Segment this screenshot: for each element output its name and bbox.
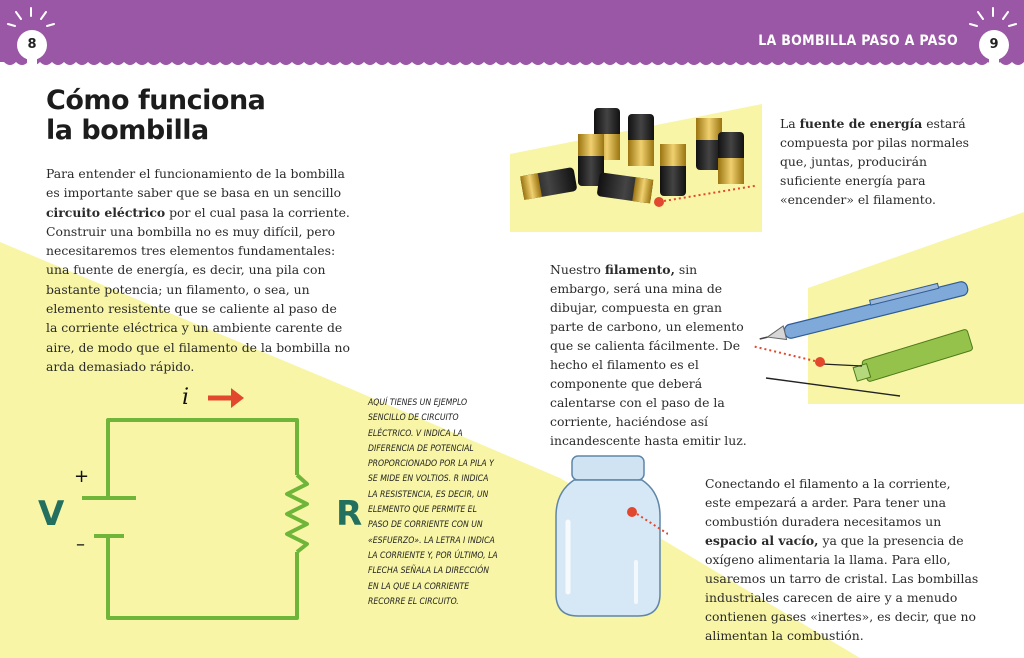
pencil-and-lead-illustration <box>752 270 992 400</box>
resistance-label: R <box>336 494 363 534</box>
intro-paragraph <box>46 164 351 376</box>
filament-text-1: Nuestro <box>550 262 605 277</box>
page-number-right: 9 <box>979 30 1009 60</box>
vacuum-text-1: Conectando el filamento a la corriente, este empezará a arder. Para tener una combustión duradera necesitamos un <box>705 476 951 529</box>
glass-jar-illustration <box>548 452 668 622</box>
page-number-left: 8 <box>17 30 47 60</box>
circuit-caption: AQUÍ TIENES UN EJEMPLO SENCILLO DE CIRCUITO ELÉCTRICO. V INDICA LA DIFERENCIA DE POTENCIAL PROPORCIONADO POR LA PILA Y SE MIDE EN VOLTIOS. R INDICA LA RESISTENCIA, ES DECIR, UN ELEMENTO QUE PERMITE EL PASO DE CORRIENTE CON UN «ESFUERZO». LA LETRA I INDICA LA CORRIENTE Y, POR ÚLTIMO, LA FLECHA SEÑALA LA DIRECCIÓN EN LA QUE LA CORRIENTE RECORRE EL CIRCUITO. <box>368 398 498 607</box>
bulb-base-icon-left <box>25 56 39 70</box>
current-label: i <box>182 385 190 410</box>
current-arrow-icon <box>208 388 244 408</box>
bulb-base-icon-right <box>987 56 1001 70</box>
energy-source-paragraph <box>780 114 980 209</box>
intro-text-2: por el cual pasa la corriente. Construir una bombilla no es muy difícil, pero necesitaremos tres elementos fundamentales: una fuente de energía, es decir, una pila con bastante potencia; un filamento, o sea, un elemento resistente que se caliente al paso de la corriente eléctrica y un ambiente carente de aire, de modo que el filamento de la bombilla no arda demasiado rápido. <box>46 204 350 374</box>
vacuum-text-2: ya que la presencia de oxígeno alimentaria la llama. Para ello, usaremos un tarro de cristal. Las bombillas industriales carecen de aire y a menudo contienen gases «inertes», es decir, que no alimentan la combustión. <box>705 533 979 643</box>
circuit-diagram <box>30 380 380 630</box>
energy-bold-term: fuente de energía <box>799 116 923 131</box>
section-title: LA BOMBILLA PASO A PASO <box>758 33 958 49</box>
energy-text-2: estará compuesta por pilas normales que, juntas, producirán suficiente energía para «encender» el filamento. <box>780 116 970 207</box>
energy-text-1: La <box>780 116 800 131</box>
batteries-illustration <box>516 100 756 220</box>
vacuum-bold-term: espacio al vacío, <box>705 533 819 548</box>
title-line-1: Cómo funciona <box>46 85 266 116</box>
page-title <box>46 86 306 146</box>
filament-text-2: sin embargo, será una mina de dibujar, compuesta en gran parte de carbono, un elemento que se calienta fácilmente. De hecho el filamento es el componente que deberá calentarse con el paso de la corriente, haciéndose así incandescente hasta emitir luz. <box>550 262 747 448</box>
voltage-label: V <box>38 494 65 534</box>
filament-paragraph <box>550 260 748 450</box>
filament-bold-term: filamento, <box>604 262 675 277</box>
intro-text-1: Para entender el funcionamiento de la bombilla es importante saber que se basa en un sencillo <box>46 166 345 201</box>
intro-bold-term: circuito eléctrico <box>46 204 166 220</box>
plus-sign: + <box>74 466 90 487</box>
header-banner <box>0 0 1024 62</box>
title-line-2: la bombilla <box>46 115 209 146</box>
vacuum-paragraph <box>705 474 980 645</box>
header-scallop-edge <box>0 56 1024 70</box>
minus-sign: – <box>76 534 85 555</box>
